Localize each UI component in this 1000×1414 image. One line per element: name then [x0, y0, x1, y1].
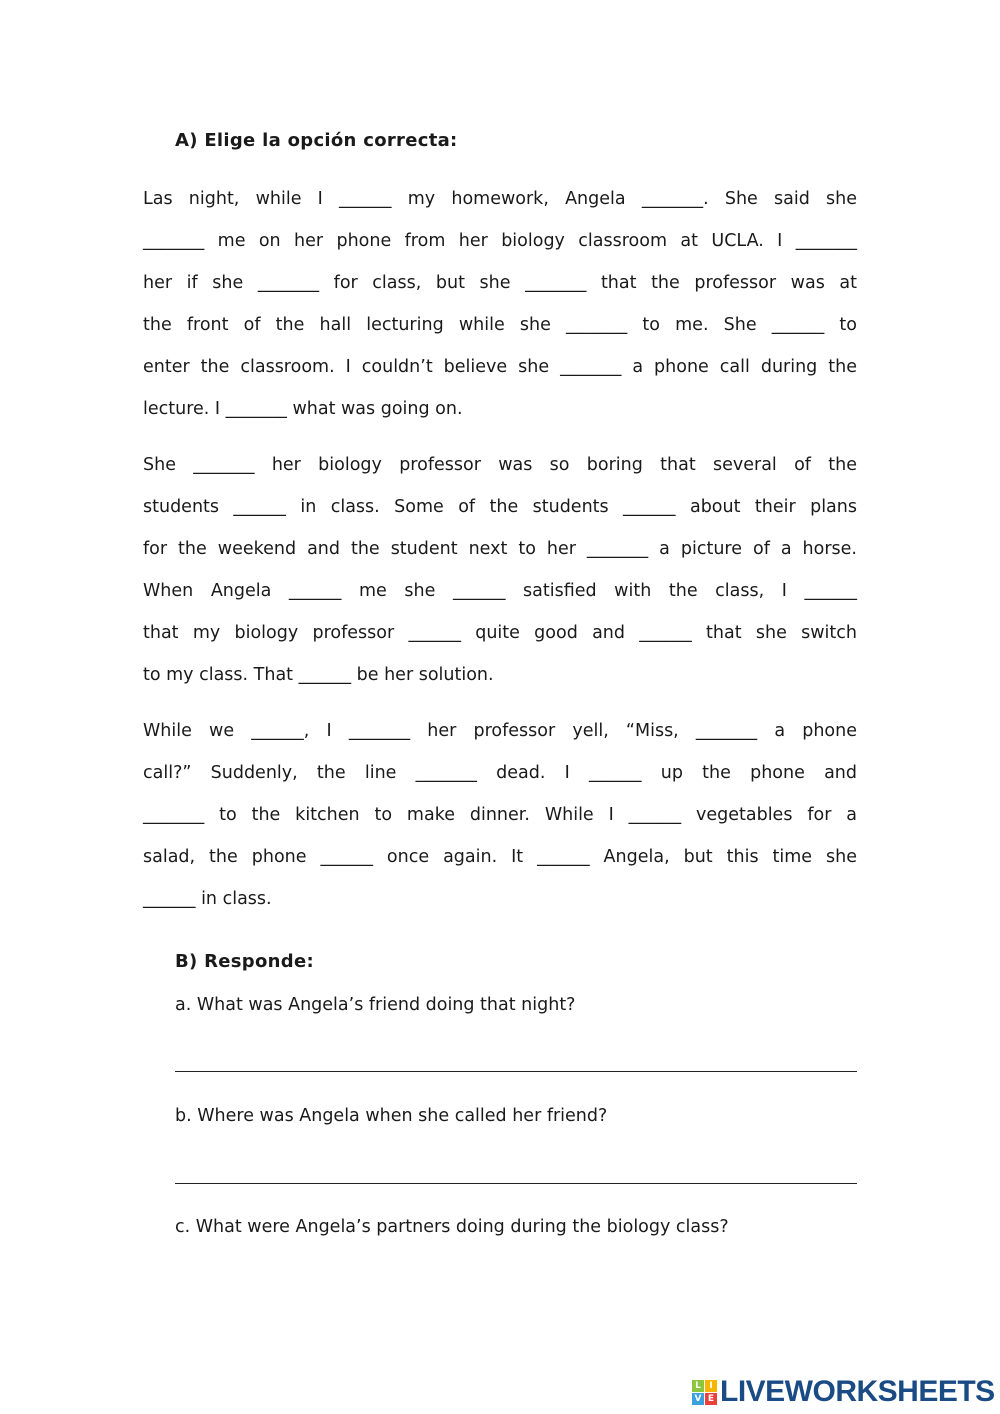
text-line: to my class. That ______ be her solution.	[143, 665, 494, 685]
logo-text: LIVEWORKSHEETS	[720, 1375, 995, 1408]
logo-tile: L	[692, 1380, 704, 1392]
text-line: enter the classroom. I couldn’t believe she _______ a phone call during the	[143, 357, 857, 377]
text-line: She _______ her biology professor was so boring that several of the	[143, 455, 857, 475]
question-a: a. What was Angela’s friend doing that night?	[175, 995, 576, 1015]
text-line: her if she _______ for class, but she _______ that the professor was at	[143, 273, 857, 293]
text-line: for the weekend and the student next to her _______ a picture of a horse.	[143, 539, 857, 559]
text-line: lecture. I _______ what was going on.	[143, 399, 463, 419]
section-a-heading: A) Elige la opción correcta:	[175, 130, 458, 151]
text-line: salad, the phone ______ once again. It ______ Angela, but this time she	[143, 847, 857, 867]
logo-tile: I	[705, 1380, 717, 1392]
logo-tile: E	[705, 1393, 717, 1405]
answer-line-a[interactable]	[175, 1071, 857, 1072]
liveworksheets-logo	[692, 1375, 995, 1409]
logo-tile: V	[692, 1393, 704, 1405]
text-line: call?” Suddenly, the line _______ dead. I ______ up the phone and	[143, 763, 857, 783]
section-b-heading: B) Responde:	[175, 951, 314, 972]
text-line: the front of the hall lecturing while she _______ to me. She ______ to	[143, 315, 857, 335]
text-line: _______ to the kitchen to make dinner. While I ______ vegetables for a	[143, 805, 857, 825]
question-c: c. What were Angela’s partners doing during the biology class?	[175, 1217, 729, 1237]
answer-line-b[interactable]	[175, 1183, 857, 1184]
text-line: ______ in class.	[143, 889, 272, 909]
text-line: that my biology professor ______ quite good and ______ that she switch	[143, 623, 857, 643]
logo-tiles-icon	[692, 1380, 717, 1405]
text-line: While we ______, I _______ her professor yell, “Miss, _______ a phone	[143, 721, 857, 741]
text-line: When Angela ______ me she ______ satisfied with the class, I ______	[143, 581, 857, 601]
text-line: students ______ in class. Some of the students ______ about their plans	[143, 497, 857, 517]
text-line: _______ me on her phone from her biology classroom at UCLA. I _______	[143, 231, 857, 251]
question-b: b. Where was Angela when she called her friend?	[175, 1106, 608, 1126]
text-line: Las night, while I ______ my homework, Angela _______. She said she	[143, 189, 857, 209]
